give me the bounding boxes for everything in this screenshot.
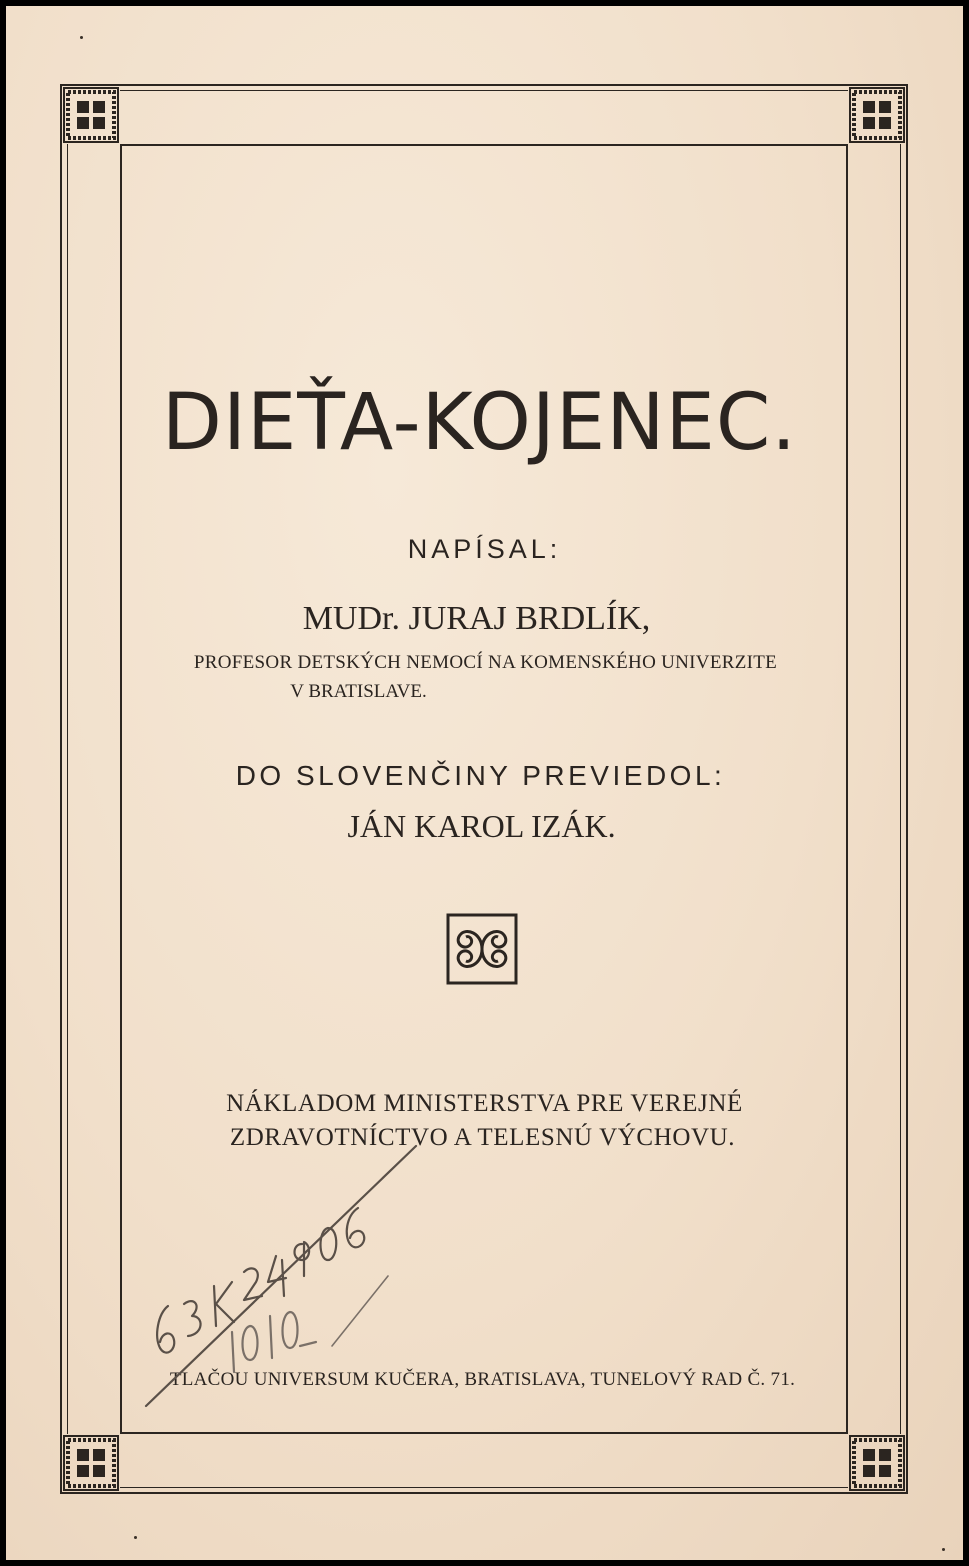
corner-ornament-bottom-right-icon	[847, 1433, 907, 1493]
corner-ornament-top-right-icon	[847, 85, 907, 145]
frame-inner-top	[120, 144, 848, 146]
central-ornament-icon	[446, 913, 518, 985]
author-intro: NAPÍSAL:	[407, 534, 562, 564]
title-page	[6, 6, 963, 1560]
handwritten-pencil-note	[136, 1136, 426, 1416]
author-position-line2: V BRATISLAVE.	[290, 681, 427, 702]
author-name: MUDr. JURAJ BRDLÍK,	[302, 600, 651, 637]
paper-speck	[134, 1536, 137, 1539]
frame-outer-top	[60, 84, 908, 86]
frame-inner-bottom	[120, 1432, 848, 1434]
paper-speck	[942, 1548, 945, 1551]
paper-speck	[80, 36, 83, 39]
frame-rule-top	[120, 90, 848, 91]
author-position-line1: PROFESOR DETSKÝCH NEMOCÍ NA KOMENSKÉHO UNIVERZITE	[193, 652, 778, 673]
publisher-line2: ZDRAVOTNÍCTVO A TELESNÚ VÝCHOVU.	[229, 1124, 736, 1151]
printer-line: TLAČOU UNIVERSUM KUČERA, BRATISLAVA, TUNELOVÝ RAD Č. 71.	[169, 1369, 796, 1390]
book-title: DIEŤA-KOJENEC.	[161, 378, 798, 468]
corner-ornament-bottom-left-icon	[61, 1433, 121, 1493]
publisher-line1: NÁKLADOM MINISTERSTVA PRE VEREJNÉ	[226, 1090, 743, 1117]
translator-intro: DO SLOVENČINY PREVIEDOL:	[235, 760, 726, 791]
frame-rule-bottom	[120, 1487, 848, 1488]
corner-ornament-top-left-icon	[61, 85, 121, 145]
translator-name: JÁN KAROL IZÁK.	[347, 808, 616, 844]
frame-outer-bottom	[60, 1492, 908, 1494]
